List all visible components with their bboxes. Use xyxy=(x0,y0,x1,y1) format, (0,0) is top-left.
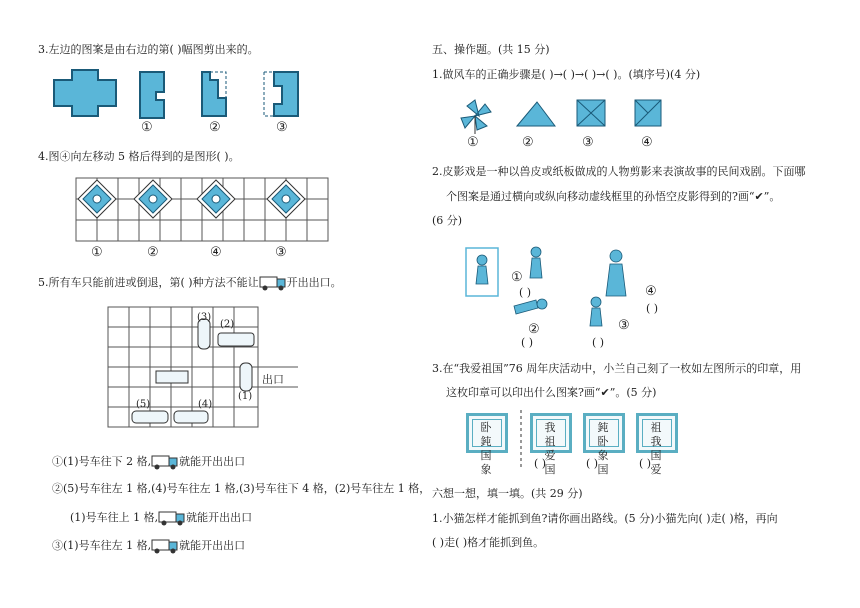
q3-text: 3.左边的图案是由右边的第( )幅图剪出来的。 xyxy=(38,43,259,56)
q4-grid xyxy=(76,178,328,244)
q4-text: 4.图④向左移动 5 格后得到的是图形( )。 xyxy=(38,150,240,163)
truck-icon xyxy=(158,510,186,526)
r-q1-label-2: ② xyxy=(522,135,534,150)
q5-method-2b-before: (1)号车往上 1 格, xyxy=(70,511,159,524)
q4-pattern-2 xyxy=(134,180,172,218)
q4-label-c: ④ xyxy=(210,245,222,260)
seal-option-3-top: 祖 我 xyxy=(650,421,664,448)
q5-method-2: ②(5)号车往左 1 格,(4)号车往左 1 格,(3)号车往下 4 格，(2)号车往左 1 格， xyxy=(52,482,431,495)
q5-text xyxy=(38,275,342,291)
seal-option-3 xyxy=(636,413,678,476)
r-q2-blank-1: ( ) xyxy=(519,286,532,299)
q5-text-before: 5.所有车只能前进或倒退，第( )种方法不能让 xyxy=(38,276,259,289)
r-q2-line3: (6 分) xyxy=(432,214,463,227)
q5-car-label-5: (5) xyxy=(136,399,151,410)
r-q6-line1: 1.小猫怎样才能抓到鱼?请你画出路线。(5 分)小猫先向( )走( )格，再向 xyxy=(432,512,778,525)
q4-pattern-4 xyxy=(197,180,235,218)
cut-square xyxy=(577,100,605,126)
r-q2-label-3: ③ xyxy=(618,318,630,333)
seal-option-1 xyxy=(530,413,572,476)
truck-icon xyxy=(151,454,179,470)
q3-label-2: ② xyxy=(209,120,221,135)
r-q1-label-3: ③ xyxy=(582,135,594,150)
q3-label-1: ① xyxy=(141,120,153,135)
r-q6-line2: ( )走( )格才能抓到鱼。 xyxy=(432,536,545,549)
seal-option-2-top: 鈍 卧 xyxy=(597,421,611,448)
r-q3-line1: 3.在“我爱祖国”76 周年庆活动中，小兰自己刻了一枚如左图所示的印章，用 xyxy=(432,362,802,375)
q5-method-3-before: ③(1)号车往左 1 格, xyxy=(52,539,152,552)
q3-label-3: ③ xyxy=(276,120,288,135)
car-1 xyxy=(240,363,252,391)
r-q2-label-1: ① xyxy=(511,270,523,285)
q4-label-a: ① xyxy=(91,245,103,260)
section6-title: 六想一想，填一填。(共 29 分) xyxy=(432,487,583,500)
q5-method-3-after: 就能开出出口 xyxy=(179,539,246,552)
q5-text-after: 开出出口。 xyxy=(286,276,342,289)
q3-figures xyxy=(52,68,312,128)
seal-original xyxy=(466,413,508,476)
seal-divider xyxy=(520,410,522,470)
r-q1-label-1: ① xyxy=(467,135,479,150)
truck-icon xyxy=(151,538,179,554)
r-q2-line1: 2.皮影戏是一种以兽皮或纸板做成的人物剪影来表演故事的民间戏剧。下面哪 xyxy=(432,165,806,178)
seal-option-3-bottom: 国 爱 xyxy=(650,449,664,476)
q5-car-label-4: (4) xyxy=(198,399,213,410)
r-q2-label-2: ② xyxy=(528,322,540,337)
q5-car-label-3: (3) xyxy=(197,312,212,323)
r-q2-blank-3: ( ) xyxy=(592,336,605,349)
r-q2-blank-2: ( ) xyxy=(521,336,534,349)
q5-method-2b-after: 就能开出出口 xyxy=(186,511,253,524)
seal-option-1-bottom: 爱 国 xyxy=(544,449,558,476)
seal-original-bottom: 国 象 xyxy=(480,449,494,476)
r-q3-line2: 这枚印章可以印出什么图案?画“✔”。(5 分) xyxy=(446,386,657,399)
q5-method-1-before: ①(1)号车往下 2 格, xyxy=(52,455,152,468)
pinwheel-steps xyxy=(455,96,675,136)
truck-icon xyxy=(259,275,287,291)
r-q3-blank-2: ( ) xyxy=(586,457,599,470)
r-q3-blank-1: ( ) xyxy=(534,457,547,470)
r-q2-label-4: ④ xyxy=(645,284,657,299)
q5-method-3 xyxy=(52,538,245,554)
q5-car-label-1: (1) xyxy=(238,391,253,402)
q5-method-2b xyxy=(70,510,252,526)
folded-triangle xyxy=(517,102,555,126)
r-q2-line2: 个图案是通过横向或纵向移动虚线框里的孙悟空皮影得到的?画“✔”。 xyxy=(446,190,781,203)
r-q1-text: 1.做风车的正确步骤是( )→( )→( )→( )。(填序号)(4 分) xyxy=(432,68,701,81)
q5-method-1-after: 就能开出出口 xyxy=(179,455,246,468)
r-q2-blank-4: ( ) xyxy=(646,302,659,315)
q5-parking-grid xyxy=(108,307,318,432)
q5-method-1 xyxy=(52,454,245,470)
q4-pattern-3 xyxy=(267,180,305,218)
car-5 xyxy=(132,411,168,423)
r-q1-label-4: ④ xyxy=(641,135,653,150)
q4-label-d: ③ xyxy=(275,245,287,260)
car-4 xyxy=(174,411,208,423)
seal-option-2-bottom: 象 国 xyxy=(597,449,611,476)
q4-label-b: ② xyxy=(147,245,159,260)
r-q3-blank-3: ( ) xyxy=(639,457,652,470)
folded-square xyxy=(635,100,661,126)
seal-option-2 xyxy=(583,413,625,476)
q4-pattern-1 xyxy=(78,180,116,218)
section5-title: 五、操作题。(共 15 分) xyxy=(432,43,550,56)
seal-option-1-top: 我 祖 xyxy=(544,421,558,448)
seal-original-top: 卧 鈍 xyxy=(480,421,494,448)
q5-car-label-2: (2) xyxy=(220,319,235,330)
car-2 xyxy=(218,333,254,346)
pinwheel-icon xyxy=(461,100,491,134)
q5-exit-label: 出口 xyxy=(262,373,284,386)
truck xyxy=(156,371,188,383)
